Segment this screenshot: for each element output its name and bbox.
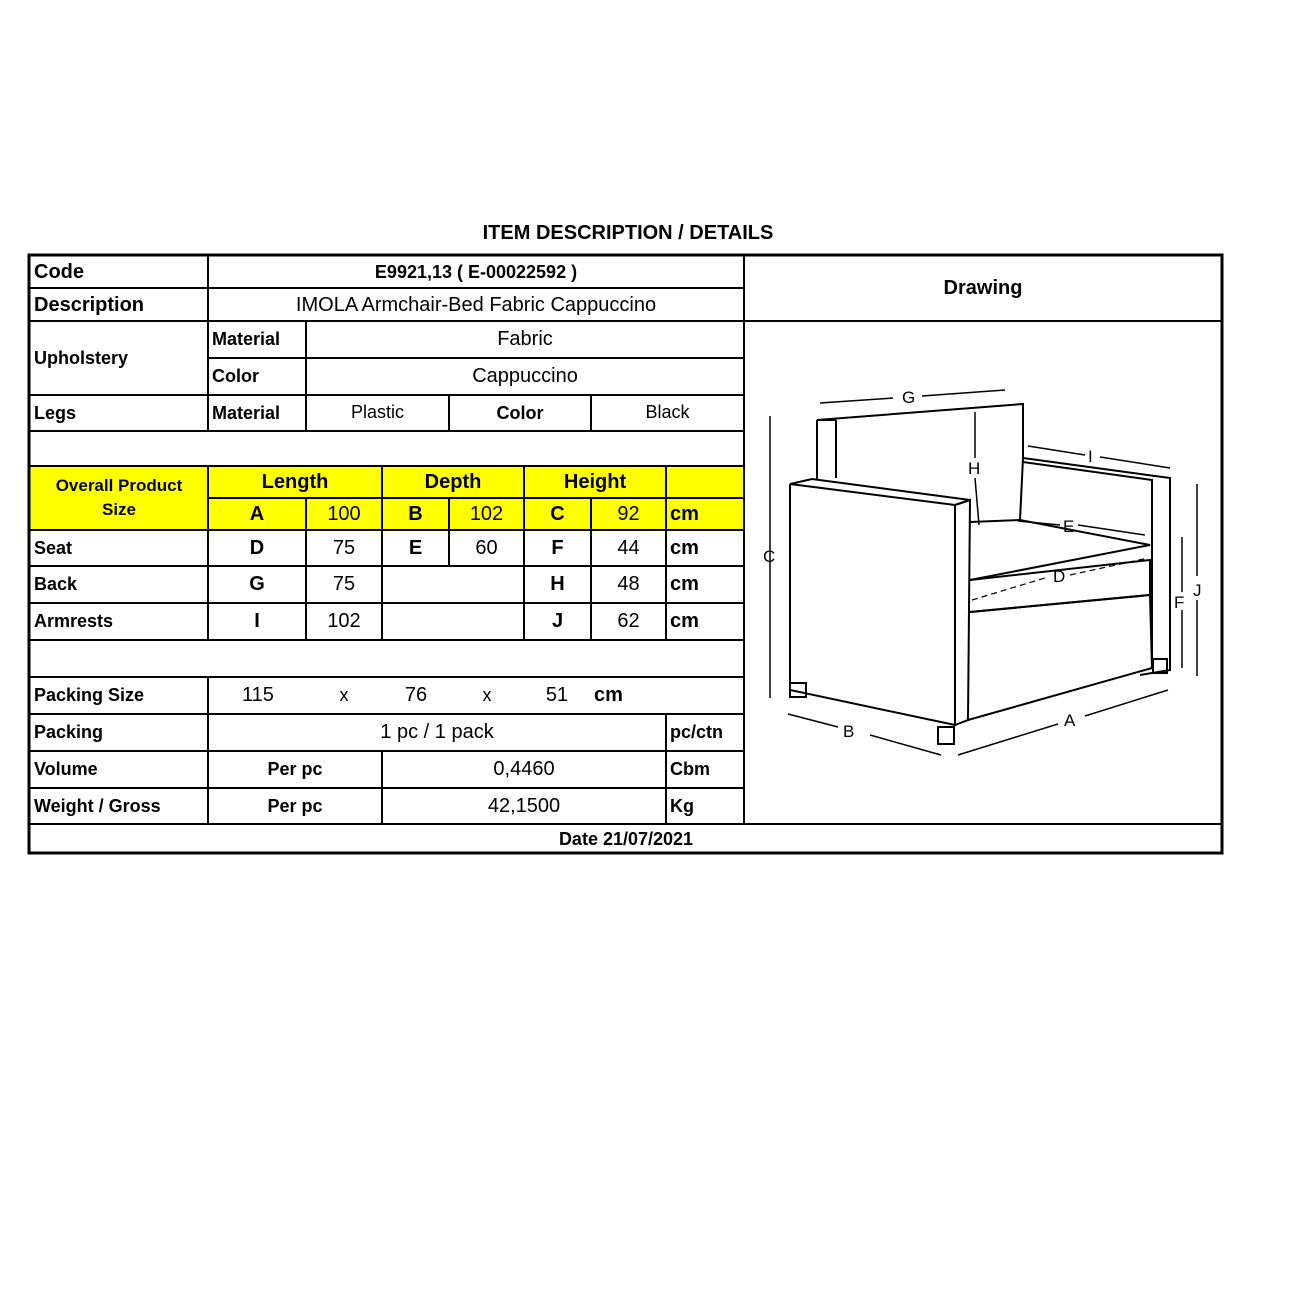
legs-color-label: Color	[496, 402, 544, 423]
overall-size-label-line2: Size	[101, 500, 137, 519]
upholstery-color-value: Cappuccino	[472, 365, 578, 387]
dim-b-label: B	[843, 722, 855, 741]
seat-d-letter: D	[249, 536, 265, 559]
dim-e-label: E	[1063, 517, 1075, 536]
overall-c-value: 92	[617, 502, 640, 525]
overall-a-value: 100	[327, 502, 361, 525]
legs-label: Legs	[34, 402, 77, 423]
armrests-i-value: 102	[327, 610, 361, 632]
packing-size-width: 76	[404, 684, 428, 706]
overall-unit: cm	[670, 502, 699, 525]
upholstery-material-label: Material	[212, 329, 281, 349]
upholstery-material-value: Fabric	[497, 328, 553, 350]
packing-value: 1 pc / 1 pack	[380, 721, 494, 743]
overall-size-label	[30, 474, 208, 522]
dim-g-label: G	[902, 388, 916, 407]
overall-c-letter: C	[550, 502, 565, 525]
seat-d-value: 75	[332, 536, 356, 559]
armrests-label: Armrests	[34, 611, 114, 631]
dim-h-label: H	[968, 459, 981, 478]
description-label: Description	[34, 293, 145, 316]
packing-unit: pc/ctn	[670, 722, 724, 742]
seat-label: Seat	[34, 537, 73, 558]
upholstery-label: Upholstery	[34, 347, 129, 368]
packing-size-label: Packing Size	[34, 685, 145, 705]
height-header: Height	[563, 470, 627, 493]
dim-d-label: D	[1053, 567, 1066, 586]
armrests-j-value: 62	[617, 610, 640, 632]
packing-size-length: 115	[242, 684, 274, 706]
dim-j-label: J	[1193, 581, 1202, 600]
packing-label: Packing	[34, 722, 104, 742]
weight-label: Weight / Gross	[34, 795, 161, 816]
packing-size-x1: x	[339, 685, 349, 705]
weight-unit: Kg	[670, 795, 694, 816]
overall-a-letter: A	[249, 502, 265, 525]
legs-color-value: Black	[645, 401, 690, 422]
description-value: IMOLA Armchair-Bed Fabric Cappuccino	[295, 293, 657, 316]
drawing-label: Drawing	[943, 277, 1023, 299]
packing-size-unit: cm	[594, 684, 623, 706]
packing-size-height: 51	[545, 684, 569, 706]
back-h-value: 48	[617, 573, 640, 595]
length-header: Length	[261, 470, 329, 493]
overall-size-label-line1: Overall Product	[55, 476, 183, 495]
volume-per: Per pc	[267, 759, 323, 779]
back-h-letter: H	[550, 573, 565, 595]
code-label: Code	[34, 260, 84, 283]
seat-e-letter: E	[408, 536, 423, 559]
armrests-j-letter: J	[551, 610, 564, 632]
volume-label: Volume	[34, 759, 98, 779]
seat-f-letter: F	[551, 536, 564, 559]
seat-f-value: 44	[617, 536, 640, 559]
legs-material-value: Plastic	[350, 401, 404, 422]
code-value: E9921,13 ( E-00022592 )	[374, 261, 578, 282]
back-g-value: 75	[332, 573, 356, 595]
legs-material-label: Material	[212, 402, 281, 423]
armchair-dimension-drawing	[745, 321, 1221, 823]
back-g-letter: G	[249, 573, 265, 595]
depth-header: Depth	[424, 470, 482, 493]
armrests-i-letter: I	[254, 610, 260, 632]
back-label: Back	[34, 574, 78, 594]
packing-size-x2: x	[482, 685, 492, 705]
date-label: Date 21/07/2021	[558, 828, 694, 849]
volume-unit: Cbm	[670, 759, 710, 779]
upholstery-color-label: Color	[212, 366, 259, 386]
overall-b-value: 102	[469, 502, 504, 525]
weight-value: 42,1500	[487, 794, 561, 817]
overall-b-letter: B	[408, 502, 423, 525]
dim-i-label: I	[1088, 447, 1093, 466]
weight-per: Per pc	[267, 795, 323, 816]
page-title: ITEM DESCRIPTION / DETAILS	[482, 222, 774, 244]
armrests-unit: cm	[670, 610, 699, 632]
dim-c-label: C	[763, 547, 776, 566]
volume-value: 0,4460	[493, 758, 555, 780]
seat-unit: cm	[670, 536, 699, 559]
dim-a-label: A	[1064, 711, 1076, 730]
back-unit: cm	[670, 573, 699, 595]
seat-e-value: 60	[475, 536, 498, 559]
dim-f-label: F	[1174, 593, 1185, 612]
